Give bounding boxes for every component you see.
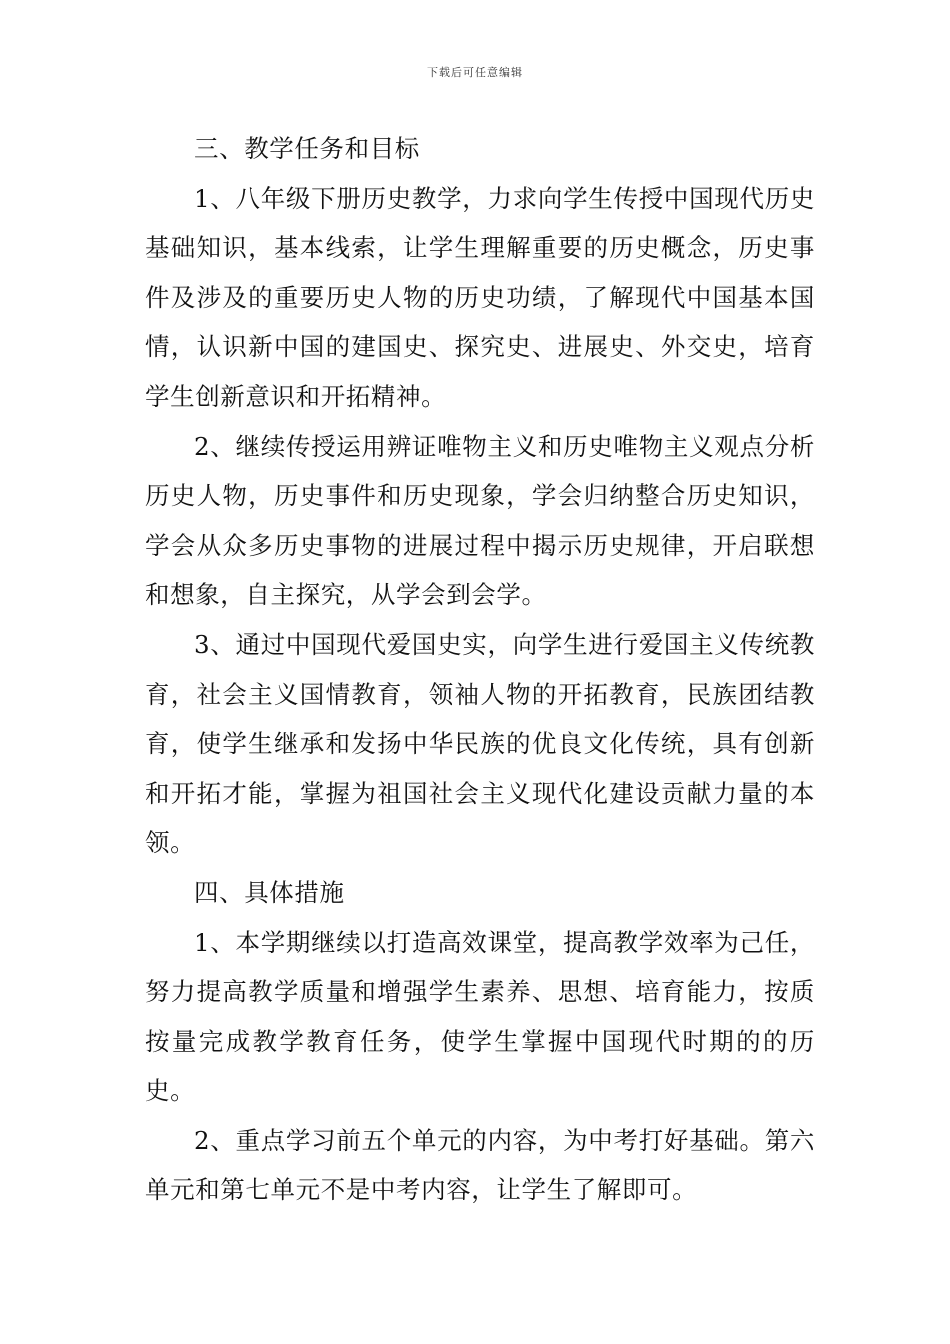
document-body (145, 124, 815, 1215)
paragraph-measure-2: 2、重点学习前五个单元的内容，为中考打好基础。第六单元和第七单元不是中考内容，让学生了解即可。 (145, 1125, 815, 1205)
paragraph-measure-1: 1、本学期继续以打造高效课堂，提高教学效率为己任，努力提高教学质量和增强学生素养、思想、培育能力，按质按量完成教学教育任务，使学生掌握中国现代时期的的历史。 (145, 927, 815, 1106)
page-header-note: 下载后可任意编辑 (427, 66, 523, 79)
paragraph-goal-3: 3、通过中国现代爱国史实，向学生进行爱国主义传统教育，社会主义国情教育，领袖人物的开拓教育，民族团结教育，使学生继承和发扬中华民族的优良文化传统，具有创新和开拓才能，掌握为祖国社会主义现代化建设贡献力量的本领。 (145, 629, 815, 858)
paragraph-goal-2: 2、继续传授运用辨证唯物主义和历史唯物主义观点分析历史人物，历史事件和历史现象，学会归纳整合历史知识，学会从众多历史事物的进展过程中揭示历史规律，开启联想和想象，自主探究，从学会到会学。 (145, 431, 815, 610)
paragraph-goal-1: 1、八年级下册历史教学，力求向学生传授中国现代历史基础知识，基本线索，让学生理解重要的历史概念，历史事件及涉及的重要历史人物的历史功绩，了解现代中国基本国情，认识新中国的建国史、探究史、进展史、外交史，培育学生创新意识和开拓精神。 (145, 183, 815, 411)
section-heading-teaching-goals: 三、教学任务和目标 (194, 134, 420, 163)
section-heading-measures: 四、具体措施 (194, 877, 345, 907)
